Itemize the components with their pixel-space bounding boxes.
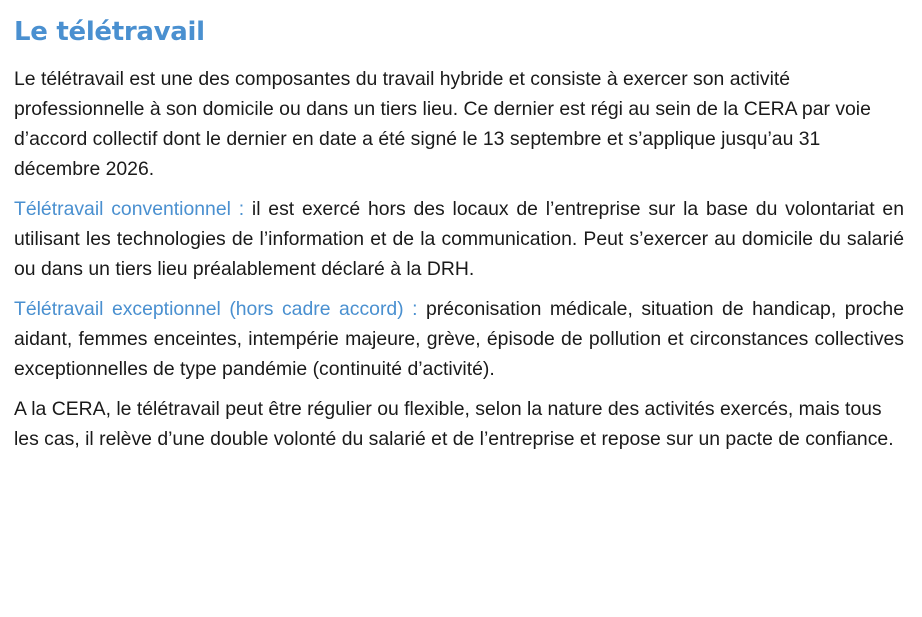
page-title: Le télétravail [14, 17, 205, 47]
paragraph-conventionnel [14, 194, 904, 284]
paragraph-intro-text: Le télétravail est une des composantes du travail hybride et consiste à exercer son activité professionnelle à son domicile ou dans un tiers lieu. Ce dernier est régi au sein de la CERA par voie d’accord collectif dont le dernier en date a été signé le 13 septembre et s’applique jusqu’au 31 décembre 2026. [14, 68, 871, 180]
paragraph-exceptionnel-lead: Télétravail exceptionnel (hors cadre accord) : [14, 298, 418, 320]
paragraph-exceptionnel [14, 294, 904, 384]
paragraph-conventionnel-text: il est exercé hors des locaux de l’entreprise sur la base du volontariat en utilisant les technologies de l’information et de la communication. Peut s’exercer au domicile du salarié ou dans un tiers lieu préalablement déclaré à la DRH. [14, 198, 904, 280]
paragraph-conclusion-text: A la CERA, le télétravail peut être régulier ou flexible, selon la nature des activités exercés, mais tous les cas, il relève d’une double volonté du salarié et de l’entreprise et repose sur un pacte de confiance. [14, 398, 894, 450]
document-page [14, 12, 904, 464]
paragraph-exceptionnel-text: préconisation médicale, situation de handicap, proche aidant, femmes enceintes, intempérie majeure, grève, épisode de pollution et circonstances collectives exceptionnelles de type pandémie (continuité d’activité). [14, 298, 904, 380]
paragraph-conclusion [14, 394, 904, 454]
paragraph-intro [14, 64, 904, 184]
paragraph-conventionnel-lead: Télétravail conventionnel : [14, 198, 245, 220]
